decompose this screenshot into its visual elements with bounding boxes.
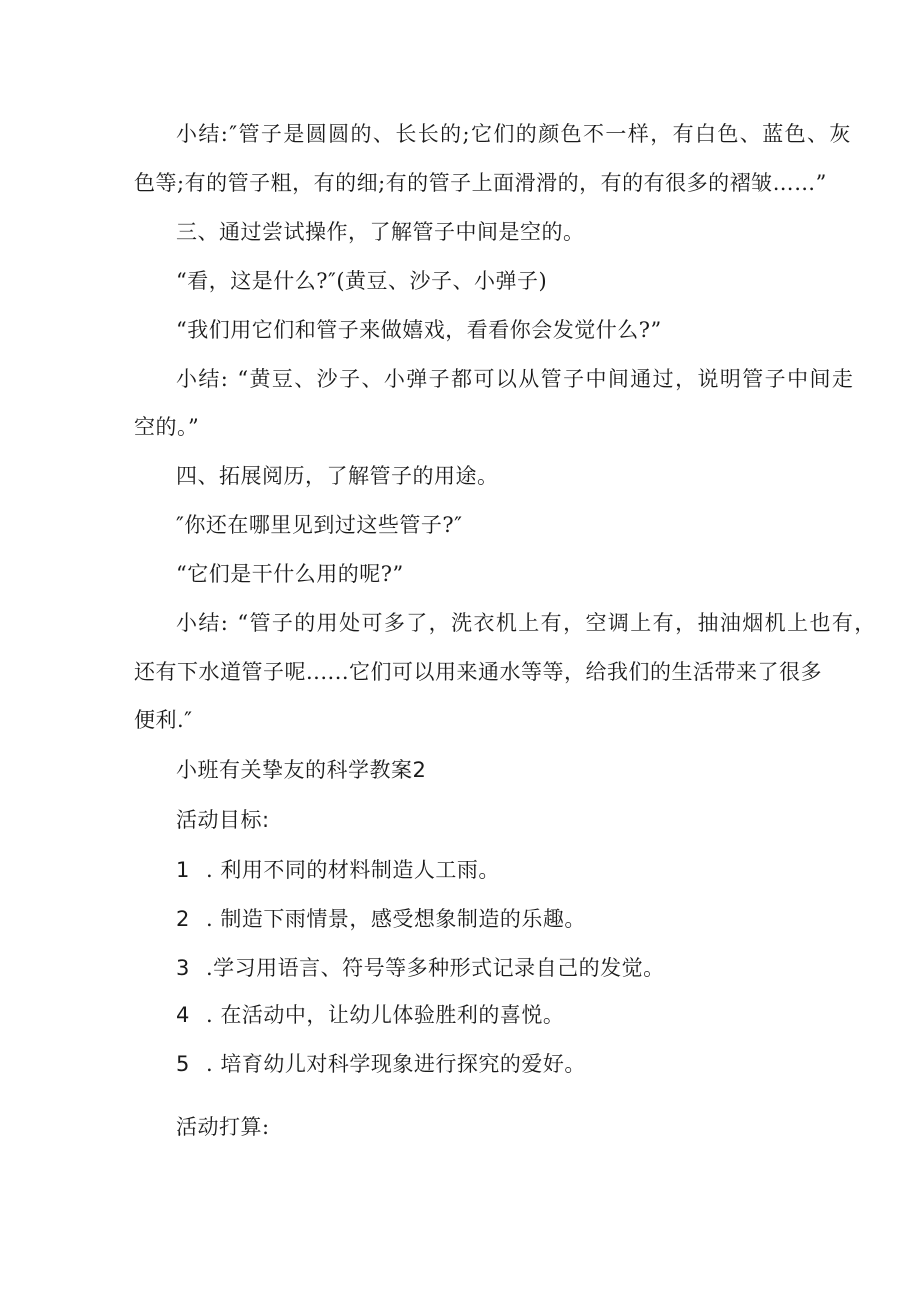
goal-text: .学习用语言、符号等多种形式记录自己的发觉。 [206,956,665,980]
question-where-seen: ″你还在哪里见到过这些管子?″ [176,513,463,537]
goal-number: 3 [176,956,190,980]
question-what-is-this: “看，这是什么?″(黄豆、沙子、小弹子) [176,269,548,293]
goal-item [176,1001,564,1029]
goal-number: 5 [176,1052,190,1076]
goal-text: . 制造下雨情景，感受想象制造的乐趣。 [206,907,586,931]
summary-3-line-1: 小结: “管子的用处可多了，洗衣机上有，空调上有，抽油烟机上也有， [176,611,877,635]
summary-1-line-2: 色等;有的管子粗，有的细;有的管子上面滑滑的，有的有很多的褶皱……” [134,171,827,195]
goal-item [176,954,665,982]
summary-3-line-3: 便利.″ [134,708,193,732]
section-3-heading: 三、通过尝试操作，了解管子中间是空的。 [176,220,585,244]
question-what-use: “它们是干什么用的呢?” [176,562,404,586]
summary-2-line-2: 空的。” [134,415,200,439]
goal-text: . 在活动中，让幼儿体验胜利的喜悦。 [206,1003,565,1027]
preparation-heading: 活动打算: [176,1115,270,1139]
section-4-heading: 四、拓展阅历，了解管子的用途。 [176,464,499,488]
goal-number: 4 [176,1003,190,1027]
goal-text: . 利用不同的材料制造人工雨。 [206,858,500,882]
summary-3-line-2: 还有下水道管子呢......它们可以用来通水等等，给我们的生活带来了很多 [134,660,823,684]
summary-1-line-1: 小结:″管子是圆圆的、长长的;它们的颜色不一样，有白色、蓝色、灰 [176,122,852,146]
goal-item [176,856,500,884]
question-play-game: “我们用它们和管子来做嬉戏，看看你会发觉什么?” [176,318,662,342]
goal-number: 1 [176,858,190,882]
lesson-title: 小班有关挚友的科学教案2 [176,758,427,782]
goal-item [176,905,586,933]
goal-item [176,1050,586,1078]
goal-text: . 培育幼儿对科学现象进行探究的爱好。 [206,1052,586,1076]
summary-2-line-1: 小结: “黄豆、沙子、小弹子都可以从管子中间通过，说明管子中间走 [176,367,855,391]
goal-number: 2 [176,907,190,931]
goals-heading: 活动目标: [176,808,270,832]
